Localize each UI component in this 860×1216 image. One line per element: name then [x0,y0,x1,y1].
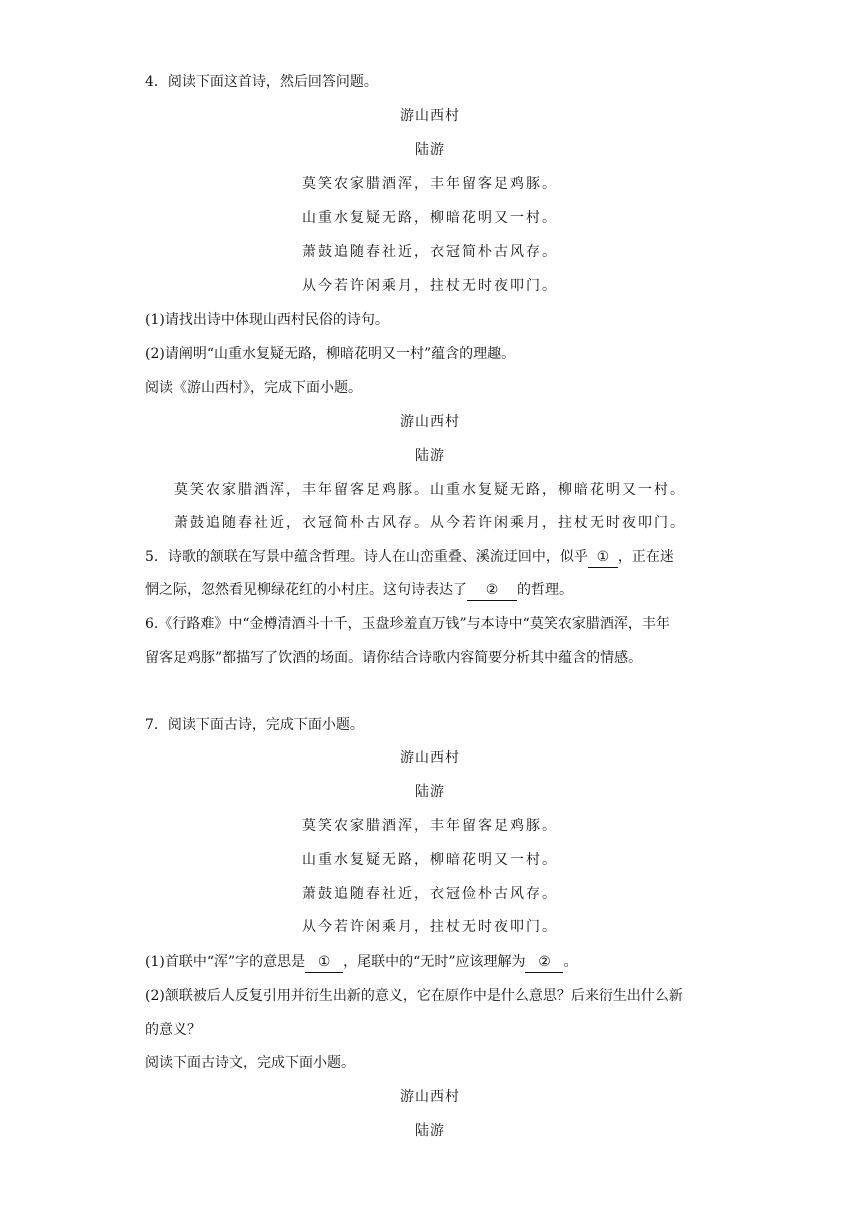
answer-blank: ② [525,952,563,973]
poem2-author: 陆游 [415,448,445,464]
answer-blank: ② [467,580,517,601]
poem2-line: 莫笑农家腊酒浑，丰年留客足鸡豚。山重水复疑无路，柳暗花明又一村。 [174,482,686,498]
q6-line-2: 留客足鸡豚”都描写了饮酒的场面。请你结合诗歌内容简要分析其中蕴含的情感。 [145,650,643,666]
answer-blank: ① [305,952,343,973]
q7-stem: 7．阅读下面古诗，完成下面小题。 [145,717,364,733]
q7-text: (1)首联中“浑”字的意思是 [145,954,306,970]
q4-poem-line: 山重水复疑无路，柳暗花明又一村。 [302,210,558,226]
q7-poem-title: 游山西村 [400,750,460,766]
poem2-line: 萧鼓追随春社近，衣冠简朴古风存。从今若许闲乘月，拄杖无时夜叩门。 [174,515,686,531]
q4-sub-question-2: (2)请阐明“山重水复疑无路，柳暗花明又一村”蕴含的理趣。 [145,346,516,362]
q4-stem: 4．阅读下面这首诗，然后回答问题。 [145,74,378,90]
q4-poem-title: 游山西村 [400,108,460,124]
q7-poem-author: 陆游 [415,784,445,800]
answer-blank: ① [588,547,618,568]
q4-poem-line: 莫笑农家腊酒浑，丰年留客足鸡豚。 [302,176,558,192]
q5-line-2 [145,580,573,601]
q7-text: 。 [563,954,578,970]
poem2-title: 游山西村 [400,414,460,430]
q7-poem-line: 莫笑农家腊酒浑，丰年留客足鸡豚。 [302,818,558,834]
q5-text: 5．诗歌的颔联在写景中蕴含哲理。诗人在山峦重叠、溪流迂回中，似乎 [145,549,588,565]
section-intro: 阅读下面古诗文，完成下面小题。 [145,1055,355,1071]
q5-text: 惘之际，忽然看见柳绿花红的小村庄。这句诗表达了 [145,582,467,598]
poem3-author: 陆游 [415,1123,445,1139]
section-intro: 阅读《游山西村》，完成下面小题。 [145,380,362,396]
q4-poem-author: 陆游 [415,142,445,158]
q7-sub-question-1 [145,952,577,973]
poem3-title: 游山西村 [400,1089,460,1105]
q7-sub-question-2-line-1: (2)颔联被后人反复引用并衍生出新的意义，它在原作中是什么意思？后来衍生出什么新 [145,988,683,1004]
q4-poem-line: 萧鼓追随春社近，衣冠简朴古风存。 [302,244,558,260]
q7-poem-line: 山重水复疑无路，柳暗花明又一村。 [302,852,558,868]
q7-sub-question-2-line-2: 的意义？ [145,1022,201,1038]
q5-text: 的哲理。 [517,582,573,598]
q4-sub-question-1: (1)请找出诗中体现山西村民俗的诗句。 [145,312,389,328]
q5-text: ，正在迷 [617,549,674,565]
q7-poem-line: 从今若许闲乘月，拄杖无时夜叩门。 [302,919,558,935]
q7-poem-line: 萧鼓追随春社近，衣冠俭朴古风存。 [302,886,558,902]
q5-line-1 [145,547,674,568]
q6-line-1: 6.《行路难》中“金樽清酒斗十千，玉盘珍羞直万钱”与本诗中“莫笑农家腊酒浑，丰年 [145,616,670,632]
q4-poem-line: 从今若许闲乘月，拄杖无时夜叩门。 [302,278,558,294]
q7-text: ，尾联中的“无时”应该理解为 [343,954,526,970]
